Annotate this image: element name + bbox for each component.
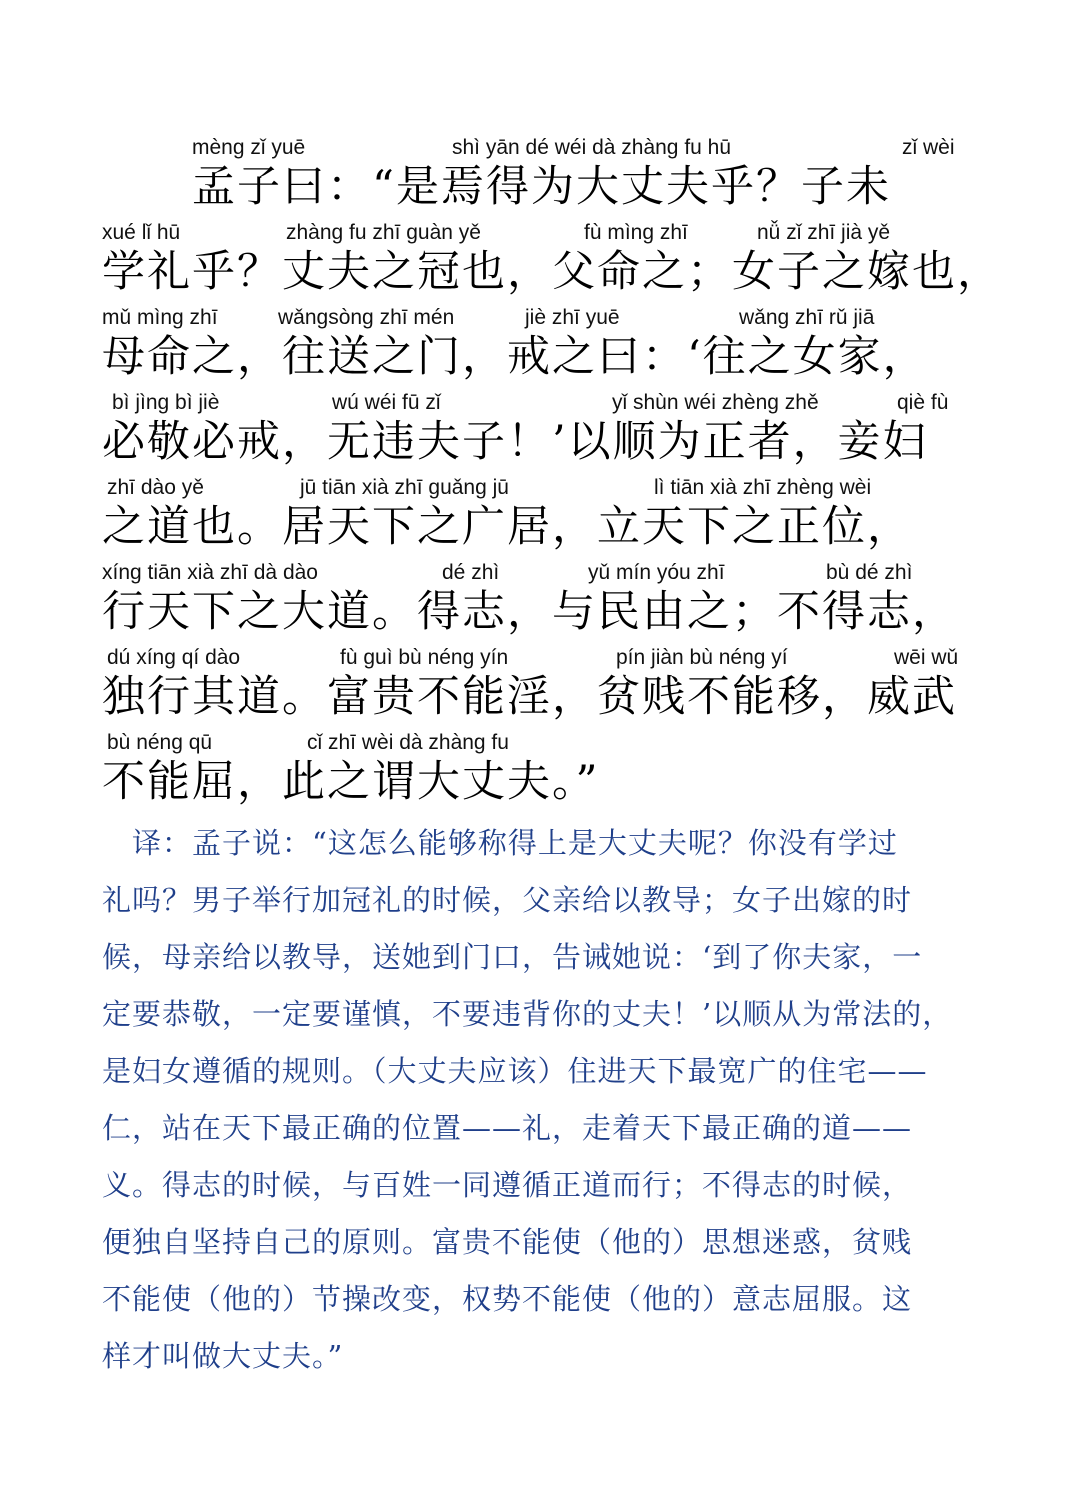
pinyin-segment: yǔ mín yóu zhī — [588, 561, 725, 584]
pinyin-segment: bù dé zhì — [826, 561, 913, 584]
text-line — [102, 132, 992, 217]
pinyin-segment: pín jiàn bù néng yí — [616, 646, 788, 669]
translation-line: 不能使（他的）节操改变，权势不能使（他的）意志屈服。这 — [102, 1282, 913, 1316]
pinyin-segment: wú wéi fū zǐ — [332, 391, 441, 414]
pinyin-row — [102, 136, 992, 162]
translation-paragraph — [102, 815, 986, 1385]
hanzi-row: 学礼乎？丈夫之冠也，父命之；女子之嫁也， — [102, 247, 1002, 297]
pinyin-row — [102, 476, 992, 502]
translation-line: 候，母亲给以教导，送她到门口，告诫她说：‘到了你夫家，一 — [102, 940, 923, 974]
pinyin-row — [102, 391, 992, 417]
hanzi-row: 独行其道。富贵不能淫，贫贱不能移，威武 — [102, 672, 957, 722]
pinyin-segment: dú xíng qí dào — [107, 646, 241, 669]
text-line — [102, 472, 992, 557]
text-line — [102, 387, 992, 472]
pinyin-segment: qiè fù — [897, 391, 949, 414]
hanzi-row: 母命之，往送之门，戒之曰：‘往之女家， — [102, 332, 928, 382]
pinyin-segment: bì jìng bì jiè — [112, 391, 220, 414]
pinyin-segment: zhàng fu zhī guàn yě — [286, 221, 481, 244]
pinyin-segment: mǔ mìng zhī — [102, 306, 218, 329]
pinyin-segment: jiè zhī yuē — [525, 306, 620, 329]
translation-line: 礼吗？男子举行加冠礼的时候，父亲给以教导；女子出嫁的时 — [102, 883, 913, 917]
pinyin-row — [102, 646, 992, 672]
pinyin-segment: fù mìng zhī — [584, 221, 688, 244]
text-line — [102, 217, 1002, 302]
pinyin-segment: zǐ wèi — [902, 136, 955, 159]
pinyin-segment: fù guì bù néng yín — [340, 646, 509, 669]
pinyin-row — [102, 221, 992, 247]
pinyin-segment: lì tiān xià zhī zhèng wèi — [654, 476, 872, 499]
pinyin-segment: wǎng zhī rǔ jiā — [739, 306, 875, 329]
hanzi-row: 不能屈，此之谓大丈夫。” — [102, 757, 600, 807]
translation-line: 义。得志的时候，与百姓一同遵循正道而行；不得志的时候， — [102, 1168, 913, 1202]
text-line — [102, 302, 992, 387]
pinyin-segment: bù néng qū — [107, 731, 213, 754]
translation-line: 便独自坚持自己的原则。富贵不能使（他的）思想迷惑，贫贱 — [102, 1225, 913, 1259]
pinyin-segment: xué lǐ hū — [102, 221, 181, 244]
text-line — [102, 557, 992, 642]
pinyin-segment: jū tiān xià zhī guǎng jū — [300, 476, 509, 499]
pinyin-segment: yǐ shùn wéi zhèng zhě — [612, 391, 819, 414]
pinyin-row — [102, 561, 992, 587]
pinyin-segment: cǐ zhī wèi dà zhàng fu — [307, 731, 509, 754]
pinyin-segment: nǚ zǐ zhī jià yě — [757, 221, 891, 244]
pinyin-segment: mèng zǐ yuē — [192, 136, 306, 159]
pinyin-segment: wēi wǔ — [894, 646, 959, 669]
text-line — [102, 642, 992, 727]
text-line — [102, 727, 992, 812]
pinyin-row — [102, 731, 992, 757]
translation-line: 译：孟子说：“这怎么能够称得上是大丈夫呢？你没有学过 — [102, 826, 898, 860]
original-text-with-pinyin — [102, 132, 1002, 812]
pinyin-segment: wǎngsòng zhī mén — [278, 306, 455, 329]
translation-line: 样才叫做大丈夫。” — [102, 1339, 344, 1373]
pinyin-segment: shì yān dé wéi dà zhàng fu hū — [452, 136, 732, 159]
pinyin-segment: zhī dào yě — [107, 476, 204, 499]
translation-line: 是妇女遵循的规则。（大丈夫应该）住进天下最宽广的住宅—— — [102, 1054, 928, 1088]
translation-line: 仁，站在天下最正确的位置——礼，走着天下最正确的道—— — [102, 1111, 913, 1145]
pinyin-segment: xíng tiān xià zhī dà dào — [102, 561, 318, 584]
translation-line: 定要恭敬，一定要谨慎，不要违背你的丈夫！’以顺从为常法的， — [102, 997, 953, 1031]
hanzi-row: 之道也。居天下之广居，立天下之正位， — [102, 502, 912, 552]
hanzi-row: 行天下之大道。得志，与民由之；不得志， — [102, 587, 957, 637]
pinyin-row — [102, 306, 992, 332]
hanzi-row: 孟子曰：“是焉得为大丈夫乎？子未 — [102, 162, 891, 212]
hanzi-row: 必敬必戒，无违夫子！’以顺为正者，妾妇 — [102, 417, 928, 467]
pinyin-segment: dé zhì — [442, 561, 500, 584]
